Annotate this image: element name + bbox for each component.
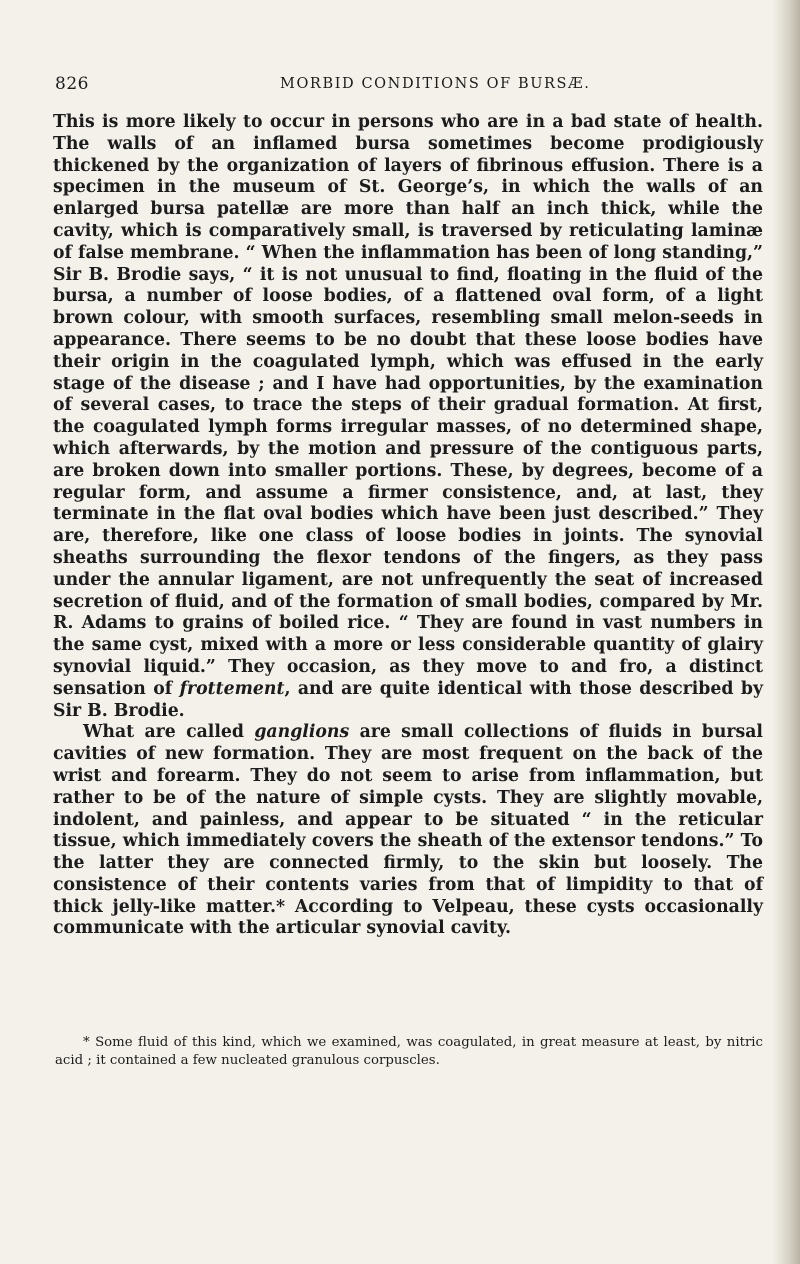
page-edge-shadow <box>772 0 800 1264</box>
running-head: MORBID CONDITIONS OF BURSÆ. <box>280 76 591 92</box>
paragraph-2 <box>53 722 763 940</box>
page-header <box>55 72 757 96</box>
italic-term-frottement: frottement <box>179 678 285 699</box>
body-text <box>53 112 763 940</box>
footnote-text: Some fluid of this kind, which we examined, was coagulated, in great measure at least, by nitric acid ; it contained a few nucleated granulous corpuscles. <box>55 1035 763 1068</box>
paragraph-1 <box>53 112 763 722</box>
italic-term-ganglions: ganglions <box>254 722 350 743</box>
paragraph-2-text: are small collections of fluids in bursal cavities of new formation. They are most frequent on the back of the wrist and forearm. They do not seem to arise from inflammation, but rather to be of the nature of simple cysts. They are slightly movable, indolent, and painless, and appear to be situated “ in the reticular tissue, which immediately covers the sheath of the extensor tendons.” To the latter they are connected firmly, to the skin but loosely. The consistence of their contents varies from that of limpidity to that of thick jelly-like matter.* According to Velpeau, these cysts occasionally communicate with the articular synovial cavity. <box>53 722 763 939</box>
footnote <box>55 1034 763 1070</box>
paragraph-2-start: What are called <box>83 722 245 743</box>
page-number: 826 <box>55 74 89 94</box>
footnote-marker: * <box>83 1035 90 1050</box>
paragraph-1-text: This is more likely to occur in persons who are in a bad state of health. The walls of an inflamed bursa sometimes become prodigiously thickened by the organization of layers of fibrinous effusion. There is a specimen in the museum of St. George’s, in which the walls of an enlarged bursa patellæ are more than half an inch thick, while the cavity, which is comparatively small, is traversed by reticulating laminæ of false membrane. “ When the inflammation has been of long standing,” Sir B. Brodie says, “ it is not unusual to find, floating in the fluid of the bursa, a number of loose bodies, of a flattened oval form, of a light brown colour, with smooth surfaces, resembling small melon-seeds in appearance. There seems to be no doubt that these loose bodies have their origin in the coagulated lymph, which was effused in the early stage of the disease ; and I have had opportunities, by the examination of several cases, to trace the steps of their gradual formation. At first, the coagulated lymph forms irregular masses, of no determined shape, which afterwards, by the motion and pressure of the contiguous parts, are broken down into smaller portions. These, by degrees, become of a regular form, and assume a firmer consistence, and, at last, they terminate in the flat oval bodies which have been just described.” They are, therefore, like one class of loose bodies in joints. The synovial sheaths surrounding the flexor tendons of the fingers, as they pass under the annular ligament, are not unfrequently the seat of increased secretion of fluid, and of the formation of small bodies, compared by Mr. R. Adams to grains of boiled rice. “ They are found in vast numbers in the same cyst, mixed with a more or less considerable quantity of glairy synovial liquid.” They occasion, as they move to and fro, a distinct sensation of <box>53 112 763 699</box>
paragraph-1-end: , and are quite identical with those described by Sir B. Brodie. <box>53 678 763 721</box>
